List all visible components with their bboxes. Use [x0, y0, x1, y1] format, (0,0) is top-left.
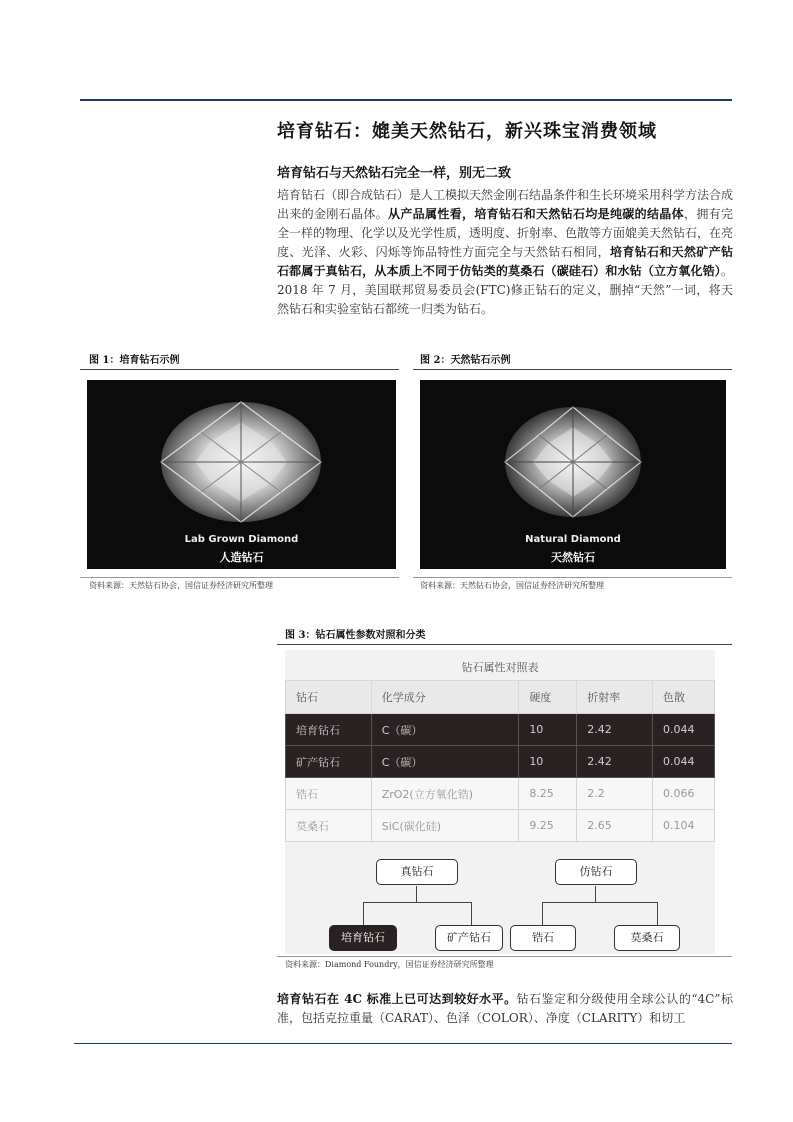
comparison-table	[285, 680, 715, 842]
header-cell: 钻石	[286, 681, 372, 714]
table-cell: 0.044	[653, 714, 715, 746]
para-text-3: 。2018 年 7 月，美国联邦贸易委员会(FTC)修正钻石的定义，删掉“天然”一词，将天然钻石和实验室钻石都统一归类为钻石。	[277, 264, 733, 316]
tree-node-real-diamond: 真钻石	[376, 859, 458, 885]
figure1-caption-rule	[80, 369, 399, 370]
table-cell: 矿产钻石	[286, 746, 372, 778]
section-subtitle: 培育钻石与天然钻石完全一样，别无二致	[277, 166, 512, 181]
figure2-image	[420, 380, 726, 569]
table-cell: 2.42	[577, 746, 653, 778]
closing-paragraph	[277, 990, 733, 1028]
table-header-row	[286, 681, 715, 714]
table-cell: 2.2	[577, 778, 653, 810]
figure2-caption: 图 2：天然钻石示例	[420, 355, 511, 366]
table-cell: 0.044	[653, 746, 715, 778]
figure3-source-rule	[277, 956, 732, 957]
closing-bold: 培育钻石在 4C 标准上已可达到较好水平。	[277, 992, 517, 1006]
figure1-source-rule	[80, 577, 399, 578]
table-cell: SiC(碳化硅)	[371, 810, 519, 842]
comparison-table-title: 钻石属性对照表	[461, 661, 539, 674]
figure3-caption: 图 3：钻石属性参数对照和分类	[285, 630, 426, 641]
para-bold-2: 培育钻石和天然矿产钻石都属于真钻石，从本质上不同于仿钻类的莫桑石（碳硅石）和水钻（立方氧化锆）	[277, 245, 733, 278]
header-cell: 色散	[653, 681, 715, 714]
table-cell: 9.25	[519, 810, 577, 842]
table-cell: 锆石	[286, 778, 372, 810]
table-row	[286, 778, 715, 810]
figure2-caption-rule	[413, 369, 732, 370]
footer-rule	[74, 1043, 732, 1044]
tree-connector	[416, 886, 417, 902]
tree-connector	[363, 902, 472, 903]
figure1-source: 资料来源：天然钻石协会，国信证券经济研究所整理	[89, 581, 273, 590]
header-cell: 折射率	[577, 681, 653, 714]
header-rule	[80, 99, 732, 101]
figure2-source: 资料来源：天然钻石协会，国信证券经济研究所整理	[420, 581, 604, 590]
closing-text: 钻石鉴定和分级使用全球公认的“4C”标准，包括克拉重量（CARAT）、色泽（COLOR）、净度（CLARITY）和切工	[277, 992, 733, 1025]
figure2-label-cn: 天然钻石	[551, 551, 595, 564]
para-text-1: 培育钻石（即合成钻石）是人工模拟天然金刚石结晶条件和生长环境采用科学方法合成出来的金刚石晶体。	[277, 188, 734, 221]
table-cell: 0.066	[653, 778, 715, 810]
table-cell: C（碳）	[371, 746, 519, 778]
tree-node-zircon: 锆石	[510, 925, 576, 951]
para-bold-1: 从产品属性看，培育钻石和天然钻石均是纯碳的结晶体	[388, 207, 684, 221]
table-row	[286, 810, 715, 842]
tree-node-mined: 矿产钻石	[435, 925, 503, 951]
tree-connector	[657, 902, 658, 925]
tree-node-moissanite: 莫桑石	[614, 925, 680, 951]
figure2-label-en: Natural Diamond	[525, 534, 621, 545]
table-cell: 8.25	[519, 778, 577, 810]
figure3-caption-rule	[277, 644, 732, 645]
table-row	[286, 714, 715, 746]
table-cell: ZrO2(立方氧化锆)	[371, 778, 519, 810]
figure1-image	[87, 380, 396, 569]
header-cell: 化学成分	[371, 681, 519, 714]
tree-connector	[363, 902, 364, 925]
header-cell: 硬度	[519, 681, 577, 714]
para-text-2: ，拥有完全一样的物理、化学以及光学性质，透明度、折射率、色散等方面媲美天然钻石，在亮度、光泽、火彩、闪烁等饰品特性方面完全与天然钻石相同，	[277, 207, 734, 259]
table-cell: 莫桑石	[286, 810, 372, 842]
tree-connector	[595, 886, 596, 902]
tree-connector	[542, 902, 658, 903]
page-title: 培育钻石：媲美天然钻石，新兴珠宝消费领域	[277, 121, 657, 142]
table-cell: 10	[519, 746, 577, 778]
figure1-caption: 图 1：培育钻石示例	[89, 355, 180, 366]
tree-connector	[471, 902, 472, 925]
figure2-source-rule	[413, 577, 732, 578]
table-cell: 0.104	[653, 810, 715, 842]
diamond-comparison-figure	[285, 650, 715, 954]
table-row	[286, 746, 715, 778]
tree-node-lab-grown: 培育钻石	[329, 925, 397, 951]
table-cell: 10	[519, 714, 577, 746]
figure3-source: 资料来源：Diamond Foundry，国信证券经济研究所整理	[285, 960, 494, 969]
table-cell: 2.42	[577, 714, 653, 746]
tree-connector	[542, 902, 543, 925]
table-cell: 2.65	[577, 810, 653, 842]
figure1-label-cn: 人造钻石	[219, 551, 264, 564]
table-cell: C（碳）	[371, 714, 519, 746]
intro-paragraph	[277, 186, 733, 319]
table-cell: 培育钻石	[286, 714, 372, 746]
tree-node-imitation-diamond: 仿钻石	[555, 859, 637, 885]
figure1-label-en: Lab Grown Diamond	[184, 534, 299, 545]
